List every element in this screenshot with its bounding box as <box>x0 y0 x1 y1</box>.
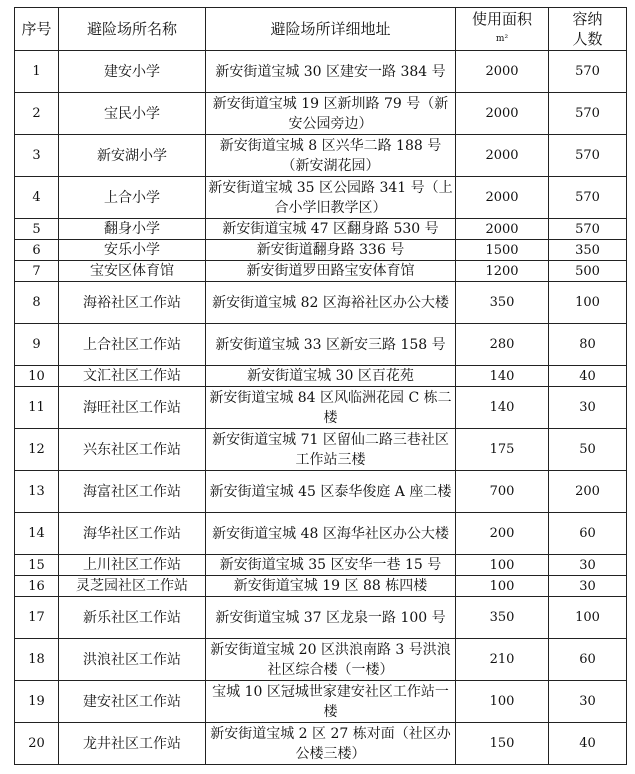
row-area: 150 <box>456 723 549 765</box>
table-row <box>15 723 627 765</box>
table-row <box>15 555 627 576</box>
table-row <box>15 639 627 681</box>
row-name: 海华社区工作站 <box>59 513 206 555</box>
header-row <box>15 8 627 51</box>
row-name: 海富社区工作站 <box>59 471 206 513</box>
row-capacity: 30 <box>549 387 627 429</box>
row-capacity: 30 <box>549 576 627 597</box>
row-index: 16 <box>15 576 59 597</box>
row-name: 宝安区体育馆 <box>59 261 206 282</box>
row-name: 宝民小学 <box>59 93 206 135</box>
row-name: 灵芝园社区工作站 <box>59 576 206 597</box>
row-area: 350 <box>456 597 549 639</box>
row-area: 140 <box>456 366 549 387</box>
table-row <box>15 366 627 387</box>
row-address: 新安街道宝城 82 区海裕社区办公大楼 <box>206 282 456 324</box>
table-row <box>15 177 627 219</box>
header-index: 序号 <box>15 8 59 51</box>
header-area-unit: m² <box>495 34 509 44</box>
row-index: 3 <box>15 135 59 177</box>
row-name: 龙井社区工作站 <box>59 723 206 765</box>
row-area: 1200 <box>456 261 549 282</box>
row-area: 2000 <box>456 135 549 177</box>
table-row <box>15 324 627 366</box>
row-address: 新安街道宝城 35 区安华一巷 15 号 <box>206 555 456 576</box>
row-area: 100 <box>456 555 549 576</box>
row-index: 1 <box>15 51 59 93</box>
row-address: 新安街道宝城 30 区百花苑 <box>206 366 456 387</box>
row-index: 10 <box>15 366 59 387</box>
table-row <box>15 282 627 324</box>
row-index: 14 <box>15 513 59 555</box>
row-area: 350 <box>456 282 549 324</box>
header-capacity-label-1: 容纳 <box>572 10 603 28</box>
row-index: 4 <box>15 177 59 219</box>
row-index: 18 <box>15 639 59 681</box>
row-address: 新安街道宝城 84 区风临洲花园 C 栋二楼 <box>206 387 456 429</box>
row-name: 洪浪社区工作站 <box>59 639 206 681</box>
row-area: 2000 <box>456 177 549 219</box>
row-area: 1500 <box>456 240 549 261</box>
row-name: 上合小学 <box>59 177 206 219</box>
row-area: 210 <box>456 639 549 681</box>
table-row <box>15 261 627 282</box>
table-row <box>15 93 627 135</box>
table-row <box>15 219 627 240</box>
row-name: 海裕社区工作站 <box>59 282 206 324</box>
row-name: 文汇社区工作站 <box>59 366 206 387</box>
row-address: 新安街道宝城 30 区建安一路 384 号 <box>206 51 456 93</box>
table-row <box>15 471 627 513</box>
row-address: 新安街道宝城 45 区泰华俊庭 A 座二楼 <box>206 471 456 513</box>
row-capacity: 570 <box>549 51 627 93</box>
table-row <box>15 597 627 639</box>
row-capacity: 570 <box>549 135 627 177</box>
row-area: 200 <box>456 513 549 555</box>
row-index: 6 <box>15 240 59 261</box>
row-name: 建安小学 <box>59 51 206 93</box>
row-capacity: 100 <box>549 282 627 324</box>
header-capacity-label-2: 人数 <box>572 30 603 48</box>
row-area: 140 <box>456 387 549 429</box>
row-index: 8 <box>15 282 59 324</box>
row-address: 新安街道宝城 19 区新圳路 79 号（新安公园旁边） <box>206 93 456 135</box>
table-row <box>15 135 627 177</box>
row-area: 175 <box>456 429 549 471</box>
row-address: 新安街道宝城 71 区留仙二路三巷社区工作站三楼 <box>206 429 456 471</box>
row-capacity: 500 <box>549 261 627 282</box>
row-address: 新安街道宝城 48 区海华社区办公大楼 <box>206 513 456 555</box>
row-address: 新安街道宝城 2 区 27 栋对面（社区办公楼三楼） <box>206 723 456 765</box>
row-capacity: 200 <box>549 471 627 513</box>
row-capacity: 60 <box>549 639 627 681</box>
row-index: 7 <box>15 261 59 282</box>
table-row <box>15 513 627 555</box>
header-capacity <box>549 8 627 51</box>
row-address: 新安街道宝城 35 区公园路 341 号（上合小学旧教学区） <box>206 177 456 219</box>
row-capacity: 60 <box>549 513 627 555</box>
row-index: 5 <box>15 219 59 240</box>
row-index: 12 <box>15 429 59 471</box>
shelter-table <box>14 7 627 765</box>
row-name: 翻身小学 <box>59 219 206 240</box>
row-area: 100 <box>456 576 549 597</box>
table-row <box>15 387 627 429</box>
row-address: 新安街道翻身路 336 号 <box>206 240 456 261</box>
row-name: 上川社区工作站 <box>59 555 206 576</box>
row-capacity: 570 <box>549 93 627 135</box>
row-address: 宝城 10 区冠城世家建安社区工作站一楼 <box>206 681 456 723</box>
table-row <box>15 576 627 597</box>
row-area: 100 <box>456 681 549 723</box>
row-index: 17 <box>15 597 59 639</box>
row-index: 20 <box>15 723 59 765</box>
row-area: 2000 <box>456 51 549 93</box>
row-name: 建安社区工作站 <box>59 681 206 723</box>
row-address: 新安街道宝城 8 区兴华二路 188 号（新安湖花园） <box>206 135 456 177</box>
row-area: 2000 <box>456 93 549 135</box>
table-row <box>15 51 627 93</box>
row-capacity: 30 <box>549 555 627 576</box>
row-capacity: 350 <box>549 240 627 261</box>
header-address: 避险场所详细地址 <box>206 8 456 51</box>
row-index: 15 <box>15 555 59 576</box>
table-row <box>15 240 627 261</box>
row-index: 9 <box>15 324 59 366</box>
row-capacity: 50 <box>549 429 627 471</box>
row-capacity: 80 <box>549 324 627 366</box>
header-name: 避险场所名称 <box>59 8 206 51</box>
row-index: 11 <box>15 387 59 429</box>
row-name: 上合社区工作站 <box>59 324 206 366</box>
row-area: 2000 <box>456 219 549 240</box>
row-capacity: 30 <box>549 681 627 723</box>
table-row <box>15 681 627 723</box>
row-area: 280 <box>456 324 549 366</box>
row-address: 新安街道罗田路宝安体育馆 <box>206 261 456 282</box>
row-area: 700 <box>456 471 549 513</box>
header-area <box>456 8 549 51</box>
row-name: 海旺社区工作站 <box>59 387 206 429</box>
row-index: 19 <box>15 681 59 723</box>
row-address: 新安街道宝城 19 区 88 栋四楼 <box>206 576 456 597</box>
row-address: 新安街道宝城 47 区翻身路 530 号 <box>206 219 456 240</box>
row-capacity: 40 <box>549 366 627 387</box>
row-capacity: 40 <box>549 723 627 765</box>
row-capacity: 570 <box>549 219 627 240</box>
row-capacity: 100 <box>549 597 627 639</box>
row-name: 安乐小学 <box>59 240 206 261</box>
row-index: 2 <box>15 93 59 135</box>
row-name: 兴东社区工作站 <box>59 429 206 471</box>
table-row <box>15 429 627 471</box>
row-name: 新乐社区工作站 <box>59 597 206 639</box>
row-name: 新安湖小学 <box>59 135 206 177</box>
row-address: 新安街道宝城 37 区龙泉一路 100 号 <box>206 597 456 639</box>
header-area-label: 使用面积 <box>471 10 532 28</box>
row-address: 新安街道宝城 20 区洪浪南路 3 号洪浪社区综合楼（一楼） <box>206 639 456 681</box>
row-index: 13 <box>15 471 59 513</box>
row-capacity: 570 <box>549 177 627 219</box>
row-address: 新安街道宝城 33 区新安三路 158 号 <box>206 324 456 366</box>
